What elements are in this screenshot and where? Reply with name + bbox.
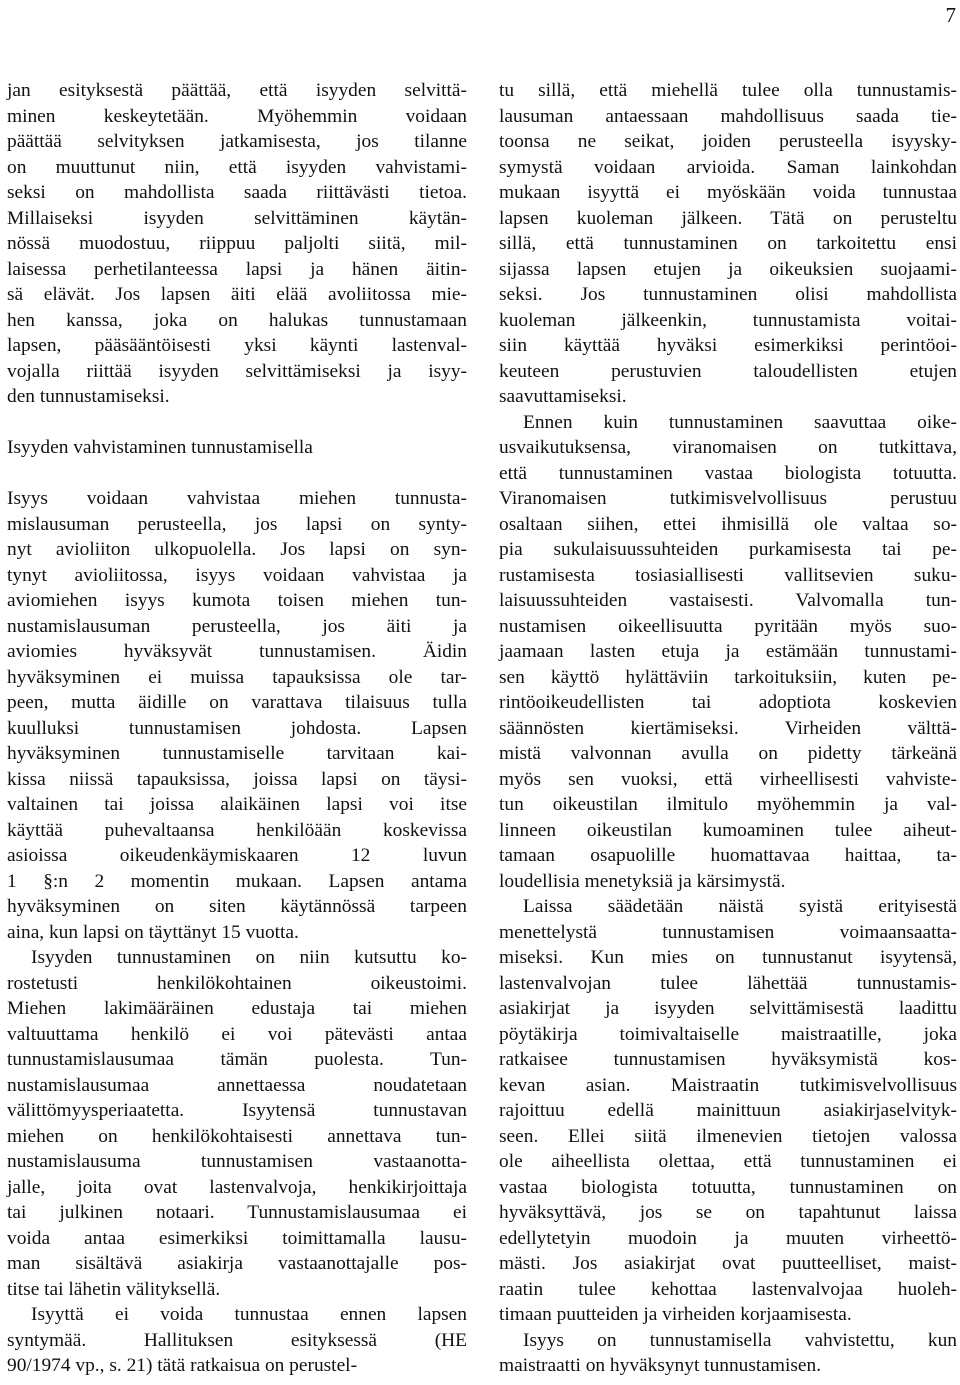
text-line: säännösten kiertämiseksi. Virheiden välttä-: [499, 717, 957, 739]
text-line: ratkaisee tunnustamisen hyväksymistä kos-: [499, 1049, 957, 1070]
text-line: ole aiheellista olettaa, että tunnustaminen ei: [499, 1151, 957, 1172]
text-line: syntymää. Hallituksen esityksessä (HE: [7, 1329, 467, 1351]
text-line: hyväksyminen tunnustamiselle tarvitaan kai-: [7, 743, 467, 764]
paragraph-isyyden-selvittaminen: [7, 78, 467, 410]
text-line: on muuttunut niin, että isyyden vahvistami-: [7, 156, 467, 178]
text-line: sijassa lapsen etujen ja oikeuksien suojaami-: [499, 258, 957, 280]
text-line: hyväksyminen on siten käytännössä tarpeen: [7, 896, 467, 917]
text-line: nustamislausuman perusteella, jos äiti ja: [7, 615, 467, 637]
text-line: nustamislausuma tunnustamisen vastaanotta-: [7, 1151, 467, 1172]
text-line: kissa niissä tapauksissa, joissa lapsi on täysi-: [7, 768, 467, 790]
text-line: tynyt avioliitossa, isyys voidaan vahvistaa ja: [7, 564, 467, 586]
text-line: myös sen vuoksi, että virheellisesti vahviste-: [499, 768, 957, 790]
text-line: mukaan isyyttä ei myöskään voida tunnustaa: [499, 182, 957, 203]
text-line: Laissa säädetään näistä syistä erityisestä: [523, 896, 957, 917]
text-line: aviomiehen isyys kumota toisen miehen tun-: [7, 590, 467, 611]
text-line: tun oikeustilan ilmitulo myöhemmin ja val-: [499, 794, 957, 815]
text-line: tamaan osapuolille huomattavaa haittaa, ta-: [499, 845, 957, 866]
text-line: lastenvalvojan tulee lähettää tunnustamis-: [499, 972, 957, 994]
text-line: asioissa oikeudenkäymiskaaren 12 luvun: [7, 845, 467, 866]
spacer: [7, 410, 467, 436]
text-line: usvaikutuksensa, viranomaisen on tutkittava,: [499, 437, 957, 458]
text-line: asiakirjat ja isyyden selvittämisestä laadittu: [499, 998, 957, 1019]
text-line: sen käyttö hylättäviin tarkoituksiin, kuten pe-: [499, 666, 957, 688]
text-line: että tunnustaminen vastaa biologista totuutta.: [499, 462, 957, 484]
text-line: jalle, joita ovat lastenvalvoja, henkikirjoittaja: [7, 1176, 467, 1198]
text-line: rostetusti henkilökohtainen oikeustoimi.: [7, 972, 467, 994]
text-line: miehen on henkilökohtaisesti annettava tun-: [7, 1125, 467, 1147]
text-line: vastaa biologista totuutta, tunnustaminen on: [499, 1176, 957, 1198]
text-line: maistraatti on hyväksynyt tunnustamisen.: [499, 1355, 822, 1376]
text-line: osaltaan siihen, ettei ihmisillä ole valtaa so-: [499, 513, 957, 535]
text-line: raatin tulee kehottaa lastenvalvojaa huoleh-: [499, 1278, 957, 1300]
paragraph-vahvistaminen: [7, 486, 467, 945]
text-line: linneen oikeustilan kumoaminen tulee aiheut-: [499, 819, 957, 841]
text-line: keuteen perustuvien taloudellisten etujen: [499, 360, 957, 382]
text-line: hyväksyminen ei muissa tapauksissa ole tar-: [7, 666, 467, 688]
text-line: rustamisesta tosiasiallisesti vallitsevien suku-: [499, 564, 957, 586]
text-line: man sisältävä asiakirja vastaanottajalle pos-: [7, 1253, 467, 1274]
text-line: Millaiseksi isyyden selvittäminen käytän-: [7, 207, 467, 229]
left-column: [7, 78, 467, 1379]
text-line: 90/1974 vp., s. 21) tätä ratkaisua on perustel-: [7, 1355, 358, 1376]
text-line: titse tai lähetin välityksellä.: [7, 1278, 221, 1300]
text-line: menettelystä tunnustamisen voimaansaatta-: [499, 921, 957, 943]
text-line: seen. Ellei siitä ilmenevien tietojen valossa: [499, 1125, 957, 1147]
text-line: loudellisia menetyksiä ja kärsimystä.: [499, 870, 786, 892]
text-line: mästi. Jos asiakirjat ovat puutteelliset, maist-: [499, 1253, 957, 1274]
text-line: aina, kun lapsi on täyttänyt 15 vuotta.: [7, 921, 299, 943]
text-line: timaan puutteiden ja virheiden korjaamisesta.: [499, 1304, 852, 1325]
text-line: lapsen, pääsääntöisesti yksi käynti lastenval-: [7, 335, 467, 356]
text-line: tu sillä, että miehellä tulee olla tunnustamis-: [499, 80, 957, 101]
text-line: seksi on mahdollista saada riittävästi tietoa.: [7, 182, 467, 203]
text-line: mislausuman perusteella, jos lapsi on synty-: [7, 513, 467, 535]
text-line: symystä voidaan arvioida. Saman lainkohdan: [499, 156, 957, 178]
text-line: edellytetyin muodoin ja muuten virheettö-: [499, 1227, 957, 1249]
text-line: tai julkinen notaari. Tunnustamislausumaa ei: [7, 1202, 467, 1223]
text-line: toonsa ne seikat, joiden perusteella isyysky-: [499, 131, 957, 152]
text-line: nyt avioliiton ulkopuolella. Jos lapsi on syn-: [7, 539, 467, 560]
paragraph-menettely: [499, 894, 957, 1328]
text-line: hen kanssa, joka on halukas tunnustamaan: [7, 309, 467, 331]
text-line: pia sukulaisuussuhteiden purkamisesta tai pe-: [499, 539, 957, 560]
text-line: tunnustamislausumaa tämän puolesta. Tun-: [7, 1049, 467, 1070]
text-line: rintöoikeudellisten tai adoptiota koskevien: [499, 692, 957, 713]
page-number: 7: [945, 3, 956, 27]
text-line: voida antaa esimerkiksi toimittamalla lausu-: [7, 1227, 467, 1249]
section-heading: Isyyden vahvistaminen tunnustamisella: [7, 437, 313, 458]
text-line: hyväksyttävä, jos se on tapahtunut laissa: [499, 1202, 957, 1223]
text-line: Isyys voidaan vahvistaa miehen tunnusta-: [7, 488, 467, 509]
text-line: päättää selvityksen jatkamisesta, jos tilanne: [7, 131, 467, 152]
text-line: käyttää puhevaltaansa henkilöään koskevissa: [7, 819, 467, 841]
text-line: sillä, että tunnustaminen on tarkoitettu ensi: [499, 233, 957, 254]
text-line: sä elävät. Jos lapsen äiti elää avoliitossa mie-: [7, 284, 467, 305]
text-line: Miehen lakimääräinen edustaja tai miehen: [7, 998, 467, 1019]
text-line: kevan asian. Maistraatin tutkimisvelvollisuus: [499, 1074, 957, 1096]
spacer: [7, 461, 467, 487]
text-line: aviomies hyväksyvät tunnustamisen. Äidin: [7, 641, 467, 662]
text-line: seksi. Jos tunnustaminen olisi mahdollista: [499, 284, 957, 305]
text-line: Isyys on tunnustamisella vahvistettu, kun: [523, 1329, 957, 1351]
paragraph-henkilokohtainen-oikeustoimi: [7, 945, 467, 1302]
text-line: Isyyden tunnustaminen on niin kutsuttu ko-: [31, 947, 467, 968]
paragraph-ennen-syntymaa: [7, 1302, 467, 1379]
text-line: 1 §:n 2 momentin mukaan. Lapsen antama: [7, 870, 467, 892]
text-line: nustamislausumaa annettaessa noudatetaan: [7, 1074, 467, 1096]
text-line: pöytäkirja toimivaltaiselle maistraatille, joka: [499, 1023, 957, 1045]
text-line: vojalla riittää isyyden selvittämiseksi ja isyy-: [7, 360, 467, 382]
text-line: välittömyysperiaatetta. Isyytensä tunnustavan: [7, 1100, 467, 1121]
text-line: laisuussuhteiden vastaisesti. Valvomalla tun-: [499, 590, 957, 611]
paragraph-hyvaksyminen: [499, 1328, 957, 1379]
text-line: den tunnustamiseksi.: [7, 386, 170, 407]
text-line: minen keskeytetään. Myöhemmin voidaan: [7, 105, 467, 127]
text-line: Isyyttä ei voida tunnustaa ennen lapsen: [31, 1304, 467, 1325]
text-line: rajoittuu edellä mainittuun asiakirjaselvityk-: [499, 1100, 957, 1121]
text-line: saavuttamiseksi.: [499, 386, 627, 407]
text-line: Viranomaisen tutkimisvelvollisuus perustuu: [499, 488, 957, 509]
text-line: valtuuttama henkilö ei voi pätevästi antaa: [7, 1023, 467, 1045]
paragraph-oikeusvaikutukset: [499, 410, 957, 895]
text-line: nustamisen oikeellisuutta pyritään myös suo-: [499, 615, 957, 637]
text-line: kuoleman jälkeenkin, tunnustamista voitai-: [499, 309, 957, 331]
text-line: jaamaan lasten etuja ja estämään tunnustami-: [499, 641, 957, 662]
text-line: jan esityksestä päättää, että isyyden selvittä-: [7, 80, 467, 101]
text-line: valtainen tai joissa alaikäinen lapsi voi itse: [7, 794, 467, 815]
text-line: laisessa perhetilanteessa lapsi ja hänen äitin-: [7, 258, 467, 280]
text-line: lapsen kuoleman jälkeen. Tätä on perusteltu: [499, 207, 957, 229]
text-line: mistä valvonnan avulla on pidetty tärkeänä: [499, 743, 957, 764]
text-line: peen, mutta äidille on varattava tilaisuus tulla: [7, 692, 467, 713]
text-line: Ennen kuin tunnustaminen saavuttaa oike-: [523, 411, 957, 433]
text-line: nössä muodostuu, riippuu paljolti siitä, mil-: [7, 233, 467, 254]
text-line: lausuman antaessaan mahdollisuus saada tie-: [499, 105, 957, 127]
text-line: miseksi. Kun mies on tunnustanut isyytensä,: [499, 947, 957, 968]
text-line: kuulluksi tunnustamisen johdosta. Lapsen: [7, 717, 467, 739]
text-line: siin käyttää hyväksi esimerkiksi perintöoi-: [499, 335, 957, 356]
paragraph-continuation: [499, 78, 957, 410]
right-column: [499, 78, 957, 1379]
